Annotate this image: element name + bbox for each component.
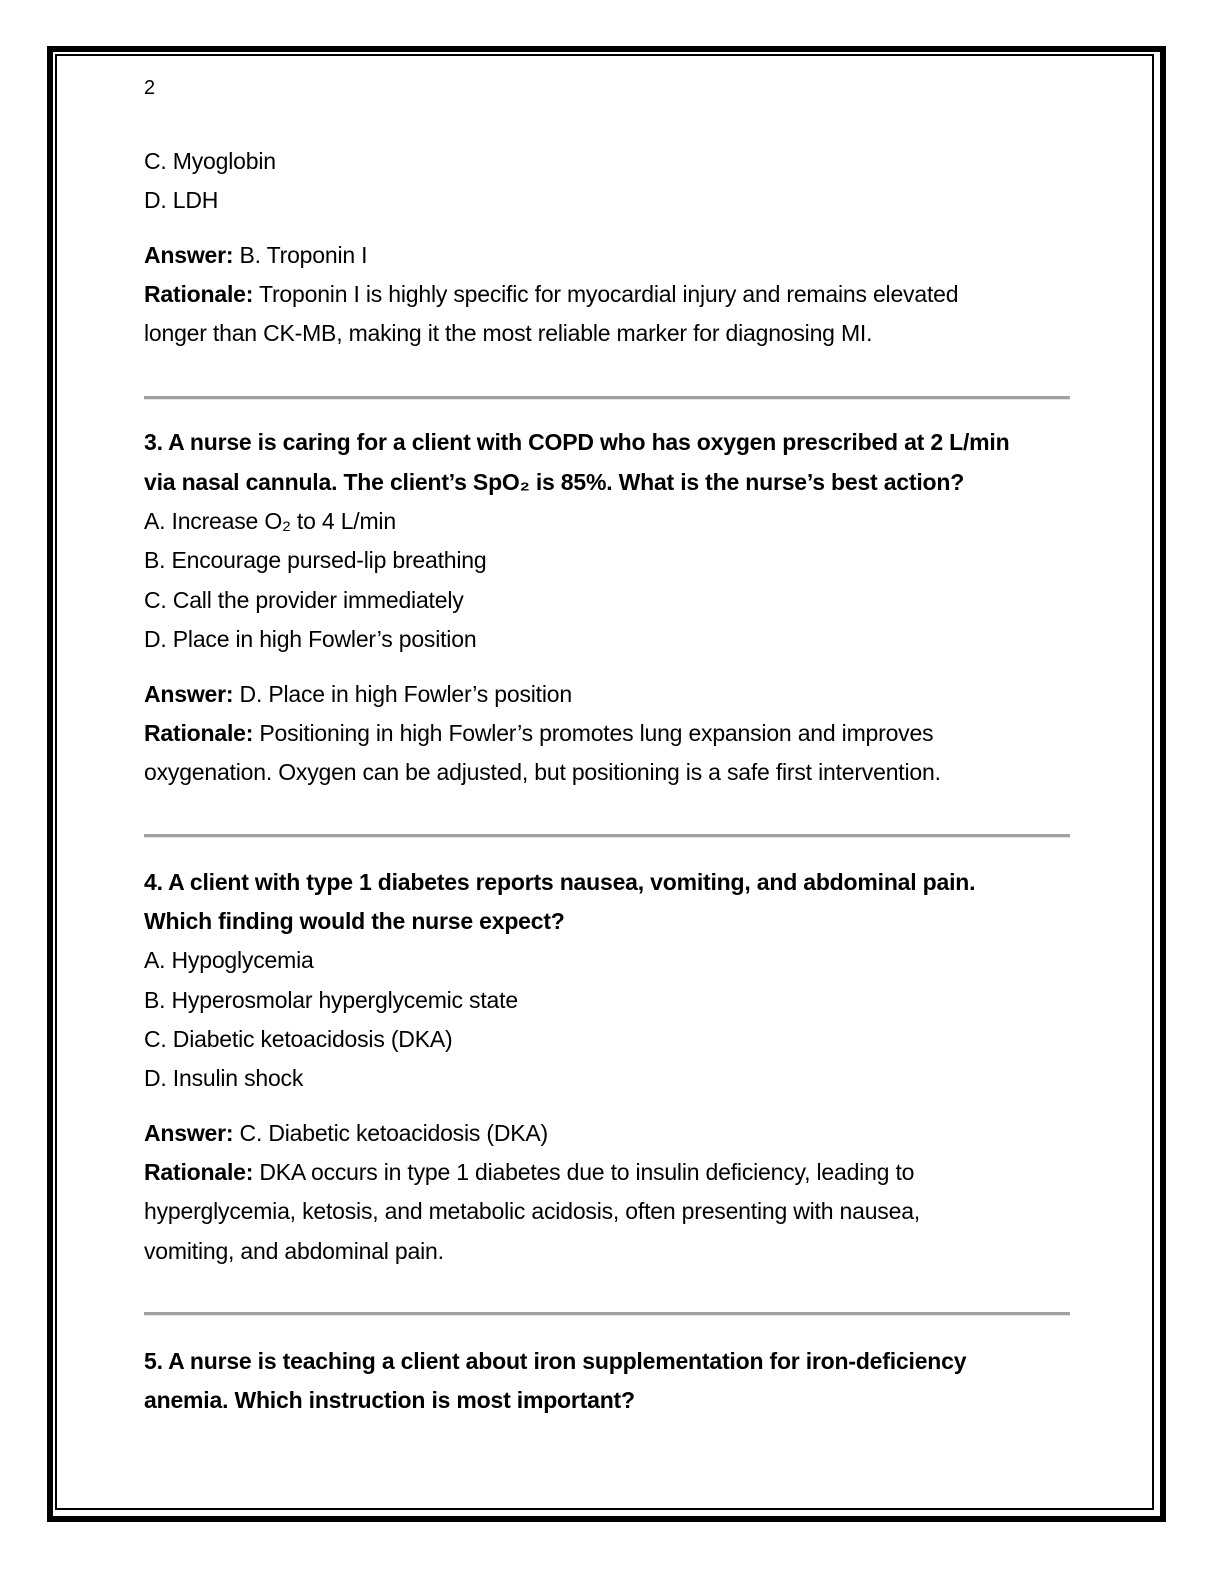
q5-question-line-1: 5. A nurse is teaching a client about iron supplementation for iron-deficiency <box>144 1348 967 1374</box>
rationale-text: DKA occurs in type 1 diabetes due to insulin deficiency, leading to <box>253 1159 915 1185</box>
section-divider <box>144 1312 1070 1316</box>
q3-option-a: A. Increase O₂ to 4 L/min <box>144 508 396 534</box>
q2-option-d: D. LDH <box>144 187 219 213</box>
q2-rationale <box>144 280 958 308</box>
rationale-text: Troponin I is highly specific for myocardial injury and remains elevated <box>253 281 959 307</box>
q4-option-d: D. Insulin shock <box>144 1065 304 1091</box>
rationale-label: Rationale: <box>144 281 254 307</box>
answer-label: Answer: <box>144 1120 234 1146</box>
q3-option-d: D. Place in high Fowler’s position <box>144 626 477 652</box>
q4-question-line-1: 4. A client with type 1 diabetes reports nausea, vomiting, and abdominal pain. <box>144 869 976 895</box>
rationale-label: Rationale: <box>144 720 254 746</box>
answer-label: Answer: <box>144 242 234 268</box>
q4-answer <box>144 1119 548 1147</box>
q4-option-a: A. Hypoglycemia <box>144 947 314 973</box>
rationale-label: Rationale: <box>144 1159 254 1185</box>
q2-answer <box>144 241 367 269</box>
q4-question-line-2: Which finding would the nurse expect? <box>144 908 565 934</box>
q4-rationale-line-3: vomiting, and abdominal pain. <box>144 1238 444 1264</box>
q4-option-b: B. Hyperosmolar hyperglycemic state <box>144 987 518 1013</box>
q4-option-c: C. Diabetic ketoacidosis (DKA) <box>144 1026 453 1052</box>
page-number: 2 <box>144 77 156 99</box>
q2-option-c: C. Myoglobin <box>144 148 276 174</box>
q3-rationale-line-2: oxygenation. Oxygen can be adjusted, but positioning is a safe first intervention. <box>144 759 941 785</box>
answer-text: B. Troponin I <box>233 242 368 268</box>
q3-question-line-1: 3. A nurse is caring for a client with COPD who has oxygen prescribed at 2 L/min <box>144 429 1010 455</box>
rationale-text: Positioning in high Fowler’s promotes lung expansion and improves <box>253 720 934 746</box>
q4-rationale-line-2: hyperglycemia, ketosis, and metabolic acidosis, often presenting with nausea, <box>144 1198 920 1224</box>
q3-question-line-2: via nasal cannula. The client’s SpO₂ is 85%. What is the nurse’s best action? <box>144 469 965 495</box>
answer-text: C. Diabetic ketoacidosis (DKA) <box>233 1120 548 1146</box>
section-divider <box>144 834 1070 838</box>
q2-rationale-line-2: longer than CK-MB, making it the most reliable marker for diagnosing MI. <box>144 320 873 346</box>
q3-option-c: C. Call the provider immediately <box>144 587 464 613</box>
q3-answer <box>144 680 572 708</box>
q4-rationale <box>144 1158 914 1186</box>
q3-rationale <box>144 719 933 747</box>
q5-question-line-2: anemia. Which instruction is most important? <box>144 1387 635 1413</box>
q3-option-b: B. Encourage pursed-lip breathing <box>144 547 487 573</box>
answer-label: Answer: <box>144 681 234 707</box>
answer-text: D. Place in high Fowler’s position <box>233 681 572 707</box>
section-divider <box>144 396 1070 400</box>
